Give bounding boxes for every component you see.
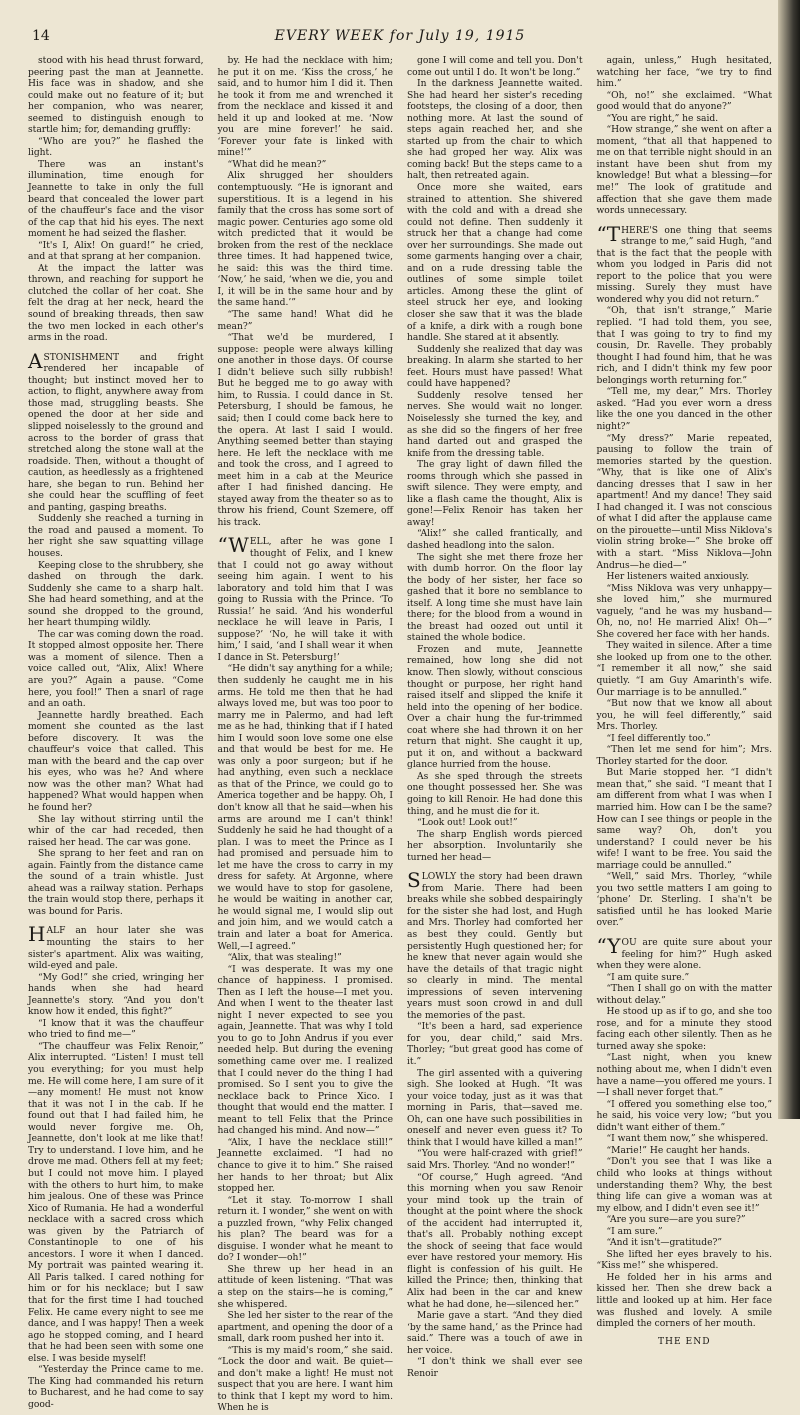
paragraph: Suddenly resolve tensed her nerves. She would wait no longer. Noiselessly she turned the key, and as she did so the fingers of her free hand darted out and grasped the knife from the dressing table. [407,390,583,459]
paragraph: “The same hand! What did he mean?” [217,310,393,332]
text-column-2 [217,56,394,1414]
page-number: 14 [32,28,50,44]
paragraph: She lay without stirring until the whir of the car had receded, then raised her head. The car was gone. [28,814,204,848]
text-column-1 [28,56,204,1410]
paragraph: She led her sister to the rear of the apartment, and opening the door of a small, dark room pushed her into it. [217,1311,393,1345]
running-title: EVERY WEEK for July 19, 1915 [274,28,526,44]
paragraph: He stood up as if to go, and she too rose, and for a minute they stood facing each other silently. Then as he turned away she spoke: [596,1007,772,1052]
paragraph: As she sped through the streets one thought possessed her. She was going to kill Renoir. He had done this thing, and he must die for it. [407,771,583,817]
paragraph: “I am quite sure.” [606,972,690,983]
paragraph: The sight she met there froze her with dumb horror. On the floor lay the body of her sister, her face so gashed that it bore no semblance to itself. A long time she must have lain there; for the blood from a wound in the breast had oozed out until it stained the whole bodice. [407,552,583,644]
paragraph: “Oh, that isn't strange,” Marie replied. “I had told them, you see, that I was going to try to find my cousin, Dr. Ravelle. They probably thought I had found him, that he was rich, and I didn't think my few poor belongings worth returning for.” [596,306,772,386]
paragraph: In the darkness Jeannette waited. She had heard her sister's receding footsteps, the closing of a door, then nothing more. At last the sound of steps again reached her, and she started up from the chair to which she had groped her way. Alix was coming back! But the steps came to a halt, then retreated again. [407,79,583,182]
paragraph: The gray light of dawn filled the rooms through which she passed in swift silence. They were empty, and like a flash came the thought, Alix is gone!—Felix Renoir has taken her away! [407,460,583,528]
paragraph: “My dress?” Marie repeated, pausing to follow the train of memories started by the question. “Why, that is like one of Alix's dancing dresses that I saw in her apartment! And my dance! They said I had changed it. I was not conscious of what I did after the applause came on the pirouette—until Miss Niklova's violin string broke—” She broke off with a start. “Miss Niklova—John Andrus—he died—” [596,433,772,571]
paragraph: “The chauffeur was Felix Renoir,” Alix interrupted. “Listen! I must tell you everything; for you must help me. He will come here, I am sure of it—any moment! He must not know that it was not I in the cab. If he found out that I had failed him, he would never forgive me. Oh, Jeannette, don't look at me like that! Try to understand. I love him, and he drove me mad. Others fell at my feet; but I could not move him. I played with the others to hurt him, to make him jealous. One of these was Prince Xico of Rumania. He had a wonderful necklace with a sacred cross which was given by the Patriarch of Constantinople to one of his ancestors. I wore it when I danced. My portrait was painted wearing it. All Paris talked. I cared nothing for him or for his necklace; but I saw that for the first time I had touched Felix. He came every night to see me dance, and I was happy! Then a week ago he stopped coming, and I heard that he had been seen with some one else. I was beside myself! [28,1041,204,1364]
paragraph: “Who are you?” he flashed the light. [28,136,204,159]
paragraph: At the impact the latter was thrown, and reaching for support he clutched the collar of her coat. She felt the drag at her neck, heard the sound of breaking threads, then saw the two men locked in each other's arms in the road. [28,263,204,344]
paragraph: The girl assented with a quivering sigh. She looked at Hugh. “It was your voice today, just as it was that morning in Paris, that—saved me. Oh, can one have such possibilities in oneself and never even guess it? To think that I would have killed a man!” [407,1068,583,1148]
paragraph: Keeping close to the shrubbery, she dashed on through the dark. Suddenly she came to a sharp halt. She had heard something, and at the sound she dropped to the ground, her heart thumping wildly. [28,560,204,629]
paragraph: “And it isn't—gratitude?” [606,1238,723,1249]
paragraph: She lifted her eyes bravely to his. “Kiss me!” she whispered. [596,1249,772,1272]
section-opening-paragraph: SLOWLY the story had been drawn from Marie. There had been breaks while she sobbed despairingly for the sister she had lost, and Hugh and Mrs. Thorley had comforted her as best they could. Gently but persistently Hugh questioned her; for he knew that never again would she have the details of that tragic night so clearly in mind. The mental impressions of seven intervening years must soon crowd in and dull the memories of the past. [407,868,583,1021]
section-opening-paragraph: “WELL, after he was gone I thought of Felix, and I knew that I could not go away without seeing him again. I went to his laboratory and told him that I was going to Russia with the Prince. ‘To Russia!’ he said. ‘And his wonderful necklace he will leave in Paris, I suppose?’ ‘No, he will take it with him,’ I said, ‘and I shall wear it when I dance in St. Petersburg!’ [217,533,393,663]
page-header [0,28,800,50]
paragraph: “Tell me, my dear,” Mrs. Thorley asked. “Had you ever worn a dress like the one you danced in the other night?” [596,387,772,432]
paragraph: “Oh, no!” she exclaimed. “What good would that do anyone?” [596,90,772,113]
paragraph: “Alix!” she called frantically, and dashed headlong into the salon. [407,529,583,551]
paragraph: Alix shrugged her shoulders contemptuously. “He is ignorant and superstitious. It is a legend in his family that the cross has some sort of magic power. Centuries ago some old witch predicted that it would be broken from the rest of the necklace three times. It had happened twice, he said: this was the third time. ‘Now,’ he said, ‘when we die, you and I, it will be in the same hour and by the same hand.’” [217,171,393,309]
section-opening-paragraph: “YOU are quite sure about your feeling for him?” Hugh asked when they were alone. [596,934,772,972]
paragraph: “I offered you something else too,” he said, his voice very low; “but you didn't want either of them.” [596,1099,772,1133]
section-opening-paragraph: ASTONISHMENT and fright rendered her incapable of thought; but instinct moved her to action, to flight, anywhere away from those mad, struggling beasts. She opened the door at her side and slipped noiselessly to the ground and across to the border of grass that stretched along the stone wall at the roadside. Then, without a thought of caution, as heedlessly as a frightened hare, she began to run. Behind her she could hear the scuffling of feet and panting, gasping breaths. [28,348,204,513]
paragraph: “That we'd be murdered, I suppose: people were always killing one another in those days. Of course I didn't believe such silly rubbish! But he begged me to go away with him, to Russia. I could dance in St. Petersburg, I should be famous, he said; then I could come back here to the opera. At last I said I would. Anything seemed better than staying here. He left the necklace with me and took the cross, and I agreed to meet him in a cab at the Meurice after I had finished dancing. He stayed away from the theater so as to throw his friend, Count Szemere, off his track. [217,333,393,528]
paragraph: Once more she waited, ears strained to attention. She shivered with the cold and with a dread she could not define. Then suddenly it struck her that a change had come over her surroundings. She made out some garments hanging over a chair, and on a rude dressing table the outlines of some simple toilet articles. Among these the glint of steel struck her eye, and looking closer she saw that it was the blade of a knife, a dirk with a rough bone handle. She stared at it absently. [407,183,583,344]
paragraph: “But now that we know all about you, he will feel differently,” said Mrs. Thorley. [596,699,772,733]
paragraph: “I want them now,” she whispered. [606,1134,769,1145]
section-opening-paragraph: HALF an hour later she was mounting the stairs to her sister's apartment. Alix was waiting, wild-eyed and pale. [28,922,204,972]
paragraph: “Don't you see that I was like a child who looks at things without understanding them? Why, the best thing life can give a woman was at my elbow, and I didn't even see it!” [596,1157,772,1214]
paragraph: “Alix, that was stealing!” [227,953,342,964]
paragraph: by. He had the necklace with him; he put it on me. ‘Kiss the cross,’ he said, and to humor him I did it. Then he took it from me and wrenched it from the necklace and kissed it and held it up and looked at me. ‘Now you are mine forever!’ he said. ‘Forever your fate is linked with mine!’” [217,56,393,159]
paragraph: But Marie stopped her. “I didn't mean that,” she said. “I meant that I am different from what I was when I married him. How can I be the same? How can I see things or people in the same way? Oh, don't you understand? I could never be his wife! I want to be free. You said the marriage could be annulled.” [596,768,772,871]
paragraph: “You are right,” he said. [606,113,719,124]
paragraph: She sprang to her feet and ran on again. Faintly from the distance came the sound of a train whistle. Just ahead was a railway station. Perhaps the train would stop there, perhaps it was bound for Paris. [28,849,204,917]
paragraph: “How strange,” she went on after a moment, “that all that happened to me on that terrible night should in an instant have been shut from my knowledge! But what a blessing—for me!” The look of gratitude and affection that she gave them made words unnecessary. [596,125,772,217]
paragraph: “I was desperate. It was my one chance of happiness. I promised. Then as I left the house—I met you. And when I went to the theater last night I never expected to see you again, Jeannette. That was why I told you to go to John Andrus if you ever needed help. But during the evening something came over me. I realized that I could never do the thing I had promised. So I sent you to give the necklace back to Prince Xico. I thought that would end the matter. I meant to tell Felix that the Prince had changed his mind. And now—” [217,964,393,1137]
paragraph: “Of course,” Hugh agreed. “And this morning when you saw Renoir your mind took up the train of thought at the point where the shock of the accident had interrupted it, that's all. Probably nothing except the shock of seeing that face would ever have restored your memory. His flight is confession of his guilt. He killed the Prince; then, thinking that Alix had been in the car and knew what he had done, he—silenced her.” [407,1172,583,1310]
paragraph: “You were half-crazed with grief!” said Mrs. Thorley. “And no wonder!” [407,1149,583,1171]
paragraph: “Marie!” He caught her hands. [606,1145,750,1156]
paragraph: Suddenly she realized that day was breaking. In alarm she started to her feet. Hours must have passed! What could have happened? [407,344,583,390]
paragraph: The car was coming down the road. It stopped almost opposite her. There was a moment of silence. Then a voice called out, “Alix, Alix! Where are you?” Again a pause. “Come here, you fool!” Then a snarl of rage and an oath. [28,629,204,710]
paragraph: “It's I, Alix! On guard!” he cried, and at that sprang at her companion. [28,240,204,263]
paragraph: “It's been a hard, sad experience for you, dear child,” said Mrs. Thorley; “but great good has come of it.” [407,1022,583,1068]
paragraph: There was an instant's illumination, time enough for Jeannette to take in only the full beard that concealed the lower part of the chauffeur's face and the visor of the cap that hid his eyes. The next moment he had seized the flasher. [28,159,204,240]
section-opening-paragraph: “THERE'S one thing that seems strange to me,” said Hugh, “and that is the fact that the people with whom you lodged in Paris did not report to the police that you were missing. Surely they must have wondered why you did not return.” [596,221,772,305]
paragraph: “Let it stay. To-morrow I shall return it. I wonder,” she went on with a puzzled frown, “why Felix changed his plan? The beard was for a disguise. I wonder what he meant to do? I wonder—oh!” [217,1195,393,1264]
the-end-label: THE END [657,1336,711,1347]
paragraph: “I don't think we shall ever see Renoir [407,1357,583,1379]
paragraph: “Last night, when you knew nothing about me, when I didn't even have a name—you offered me yours. I—I shall never forget that.” [596,1053,772,1099]
text-column-3 [407,56,583,1379]
article-columns [28,56,772,1414]
paragraph: “Look out! Look out!” [417,818,518,829]
paragraph: “Then I shall go on with the matter without delay.” [596,984,772,1006]
text-column-4 [596,56,773,1347]
paragraph: “He didn't say anything for a while; then suddenly he caught me in his arms. He told me then that he had always loved me, but was too poor to marry me in Palermo, and had left me as he had, thinking that if I hated him I would soon love some one else and that would be best for me. He was only a poor surgeon; but if he had anything, even such a necklace as that of the Prince, we could go to America together and be happy. Oh, I don't know all that he said—when his arms are around me I can't think! Suddenly he said he had thought of a plan. I was to meet the Prince as I had promised and persuade him to let me have the cross to carry in my dress for safety. At Argonne, where we would have to stop for gasolene, he would be waiting in another car, he would signal me, I would slip out and join him, and we would catch a train and later a boat for America. Well,—I agreed.” [217,664,393,952]
paragraph: “Alix, I have the necklace still!” Jeannette exclaimed. “I had no chance to give it to him.” She raised her hands to her throat; but Alix stopped her. [217,1137,393,1195]
paragraph: “I am sure.” [606,1226,663,1237]
paragraph: “I know that it was the chauffeur who tried to find me—” [28,1018,204,1041]
paragraph: again, unless,” Hugh hesitated, watching her face, “we try to find him.” [596,56,772,90]
paragraph: Her listeners waited anxiously. [606,572,750,583]
paragraph: She threw up her head in an attitude of keen listening. “That was a step on the stairs—he is coming,” she whispered. [217,1264,393,1310]
paragraph: “My God!” she cried, wringing her hands when she had heard Jeannette's story. “And you don't know how it ended, this fight?” [28,972,204,1018]
paragraph: They waited in silence. After a time she looked up from one to the other. “I remember it all now,” she said quietly. “I am Guy Amarinth's wife. Our marriage is to be annulled.” [596,641,772,698]
paragraph: Marie gave a start. “And they died ‘by the same hand,’ as the Prince had said.” There was a touch of awe in her voice. [407,1311,583,1356]
paragraph: Jeannette hardly breathed. Each moment she counted as the last before discovery. It was the chauffeur's voice that called. This man with the beard and the cap over his eyes, who was he? And where now was the other man? What had happened? What would happen when he found her? [28,710,204,813]
paragraph: “Well,” said Mrs. Thorley, “while you two settle matters I am going to ‘phone’ Dr. Sterling. I sha'n't be satisfied until he has looked Marie over.” [596,872,772,929]
page-binding-edge [778,0,800,1119]
paragraph: The sharp English words pierced her absorption. Involuntarily she turned her head— [407,829,583,863]
paragraph: Frozen and mute, Jeannette remained, how long she did not know. Then slowly, without conscious thought or purpose, her right hand raised itself and slipped the knife it held into the opening of her bodice. Over a chair hung the fur-trimmed coat where she had thrown it on her return that night. She caught it up, put it on, and without a backward glance hurried from the house. [407,644,583,771]
paragraph: “Then let me send for him”; Mrs. Thorley started for the door. [596,745,772,767]
paragraph: “Are you sure—are you sure?” [606,1215,746,1226]
paragraph: “What did he mean?” [227,159,327,170]
paragraph: stood with his head thrust forward, peering past the man at Jeannette. His face was in shadow, and she could make out no feature of it; but her companion, who was nearer, seemed to distinguish enough to startle him; for, demanding gruffly: [28,56,204,136]
paragraph: Suddenly she reached a turning in the road and paused a moment. To her right she saw squatting village houses. [28,514,204,559]
paragraph: He folded her in his arms and kissed her. Then she drew back a little and looked up at him. Her face was flushed and lovely. A smile dimpled the corners of her mouth. [596,1272,772,1330]
paragraph: gone I will come and tell you. Don't come out until I do. It won't be long.” [407,56,583,78]
paragraph: “I feel differently too.” [606,733,711,744]
paragraph: “Yesterday the Prince came to me. The King had commanded his return to Bucharest, and he had come to say good- [28,1365,204,1410]
paragraph: “This is my maid's room,” she said. “Lock the door and wait. Be quiet—and don't make a light! He must not suspect that you are here. I want him to think that I kept my word to him. When he is [217,1345,393,1414]
paragraph: “Miss Niklova was very unhappy—she loved him,” she murmured vaguely, “and he was my husband— Oh, no, no! He married Alix! Oh—” She covered her face with her hands. [596,583,772,640]
